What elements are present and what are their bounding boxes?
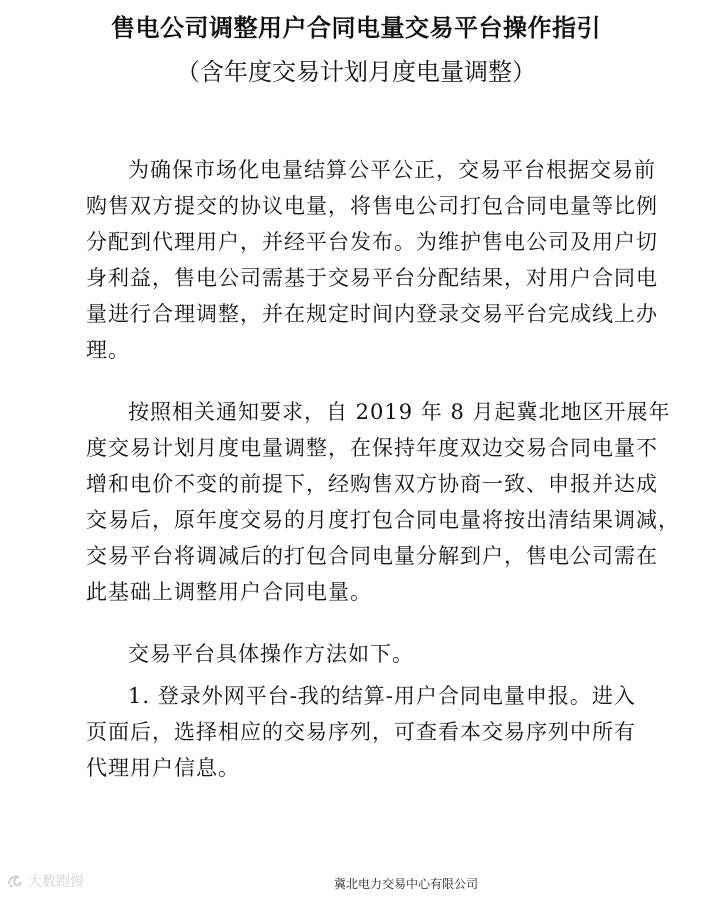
- paragraph-line: 度交易计划月度电量调整，在保持年度双边交易合同电量不: [86, 436, 658, 460]
- paragraph-line: 增和电价不变的前提下，经购售双方协商一致、申报并达成: [86, 472, 658, 496]
- paragraph-line: 为确保市场化电量结算公平公正，交易平台根据交易前: [128, 158, 656, 182]
- paragraph-line: 交易平台将调减后的打包合同电量分解到户，售电公司需在: [86, 544, 658, 568]
- document-footer: [0, 865, 712, 905]
- paragraph-notice: [86, 394, 680, 610]
- paragraph-line: 身利益，售电公司需基于交易平台分配结果，对用户合同电: [86, 266, 658, 290]
- footer-organization: 冀北电力交易中心有限公司: [334, 877, 479, 891]
- paragraph-line: 此基础上调整用户合同电量。: [86, 580, 372, 604]
- paragraph-line: 交易后，原年度交易的月度打包合同电量将按出清结果调减，: [86, 508, 680, 532]
- document-title: 售电公司调整用户合同电量交易平台操作指引: [111, 14, 601, 42]
- paragraph-method-intro: [86, 636, 646, 672]
- paragraph-intro: [86, 152, 658, 368]
- watermark-logo-icon: [6, 872, 24, 890]
- paragraph-line: 1. 登录外网平台-我的结算-用户合同电量申报。进入: [128, 684, 636, 708]
- paragraph-line: 购售双方提交的协议电量，将售电公司打包合同电量等比例: [86, 194, 658, 218]
- document-subtitle: （含年度交易计划月度电量调整）: [176, 58, 536, 86]
- paragraph-step-1: [86, 678, 646, 786]
- paragraph-line: 代理用户信息。: [86, 756, 240, 780]
- paragraph-line: 分配到代理用户，并经平台发布。为维护售电公司及用户切: [86, 230, 658, 254]
- paragraph-line: 量进行合理调整，并在规定时间内登录交易平台完成线上办: [86, 302, 658, 326]
- watermark: [6, 871, 84, 891]
- paragraph-line: 理。: [86, 338, 130, 362]
- paragraph-line: 交易平台具体操作方法如下。: [128, 642, 414, 666]
- watermark-text: 大数跑慢: [28, 874, 84, 890]
- paragraph-line: 按照相关通知要求，自 2019 年 8 月起冀北地区开展年: [128, 400, 671, 424]
- paragraph-line: 页面后，选择相应的交易序列，可查看本交易序列中所有: [86, 720, 636, 744]
